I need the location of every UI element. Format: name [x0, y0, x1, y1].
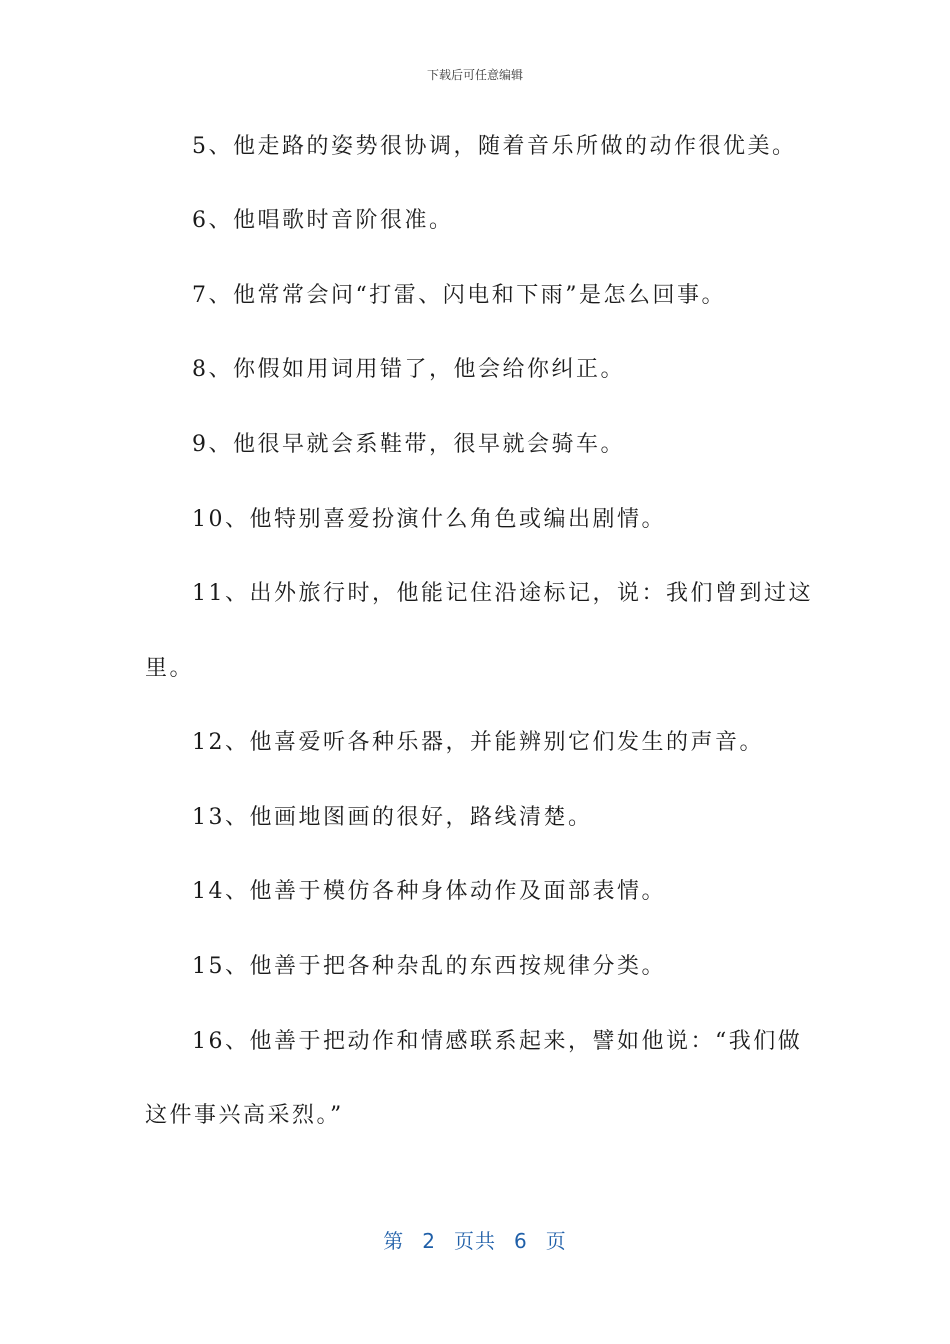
paragraph-13: 13、他画地图画的很好，路线清楚。 [192, 805, 593, 830]
paragraph-8: 8、你假如用词用错了，他会给你纠正。 [192, 357, 625, 382]
paragraph-7: 7、他常常会问“打雷、闪电和下雨”是怎么回事。 [192, 283, 726, 308]
footer-current-page: 2 [422, 1229, 436, 1253]
paragraph-16-line-2: 这件事兴高采烈。” [145, 1103, 344, 1128]
page-header-note: 下载后可任意编辑 [426, 68, 523, 82]
footer-total-pages: 6 [514, 1229, 528, 1253]
paragraph-14: 14、他善于模仿各种身体动作及面部表情。 [192, 879, 666, 904]
footer-suffix: 页 [545, 1229, 567, 1253]
paragraph-12: 12、他喜爱听各种乐器，并能辨别它们发生的声音。 [192, 730, 764, 755]
paragraph-11-line-2: 里。 [145, 656, 195, 681]
paragraph-16-line-1: 16、他善于把动作和情感联系起来，譬如他说：“我们做 [192, 1029, 803, 1054]
footer-prefix: 第 [383, 1229, 405, 1253]
paragraph-15: 15、他善于把各种杂乱的东西按规律分类。 [192, 954, 666, 979]
paragraph-11-line-1: 11、出外旅行时，他能记住沿途标记，说：我们曾到过这 [192, 581, 813, 606]
paragraph-10: 10、他特别喜爱扮演什么角色或编出剧情。 [192, 507, 666, 532]
paragraph-6: 6、他唱歌时音阶很准。 [192, 208, 454, 233]
footer-middle: 页共 [454, 1229, 496, 1253]
paragraph-5: 5、他走路的姿势很协调，随着音乐所做的动作很优美。 [192, 134, 797, 159]
paragraph-9: 9、他很早就会系鞋带，很早就会骑车。 [192, 432, 625, 457]
page-footer [0, 1225, 950, 1254]
